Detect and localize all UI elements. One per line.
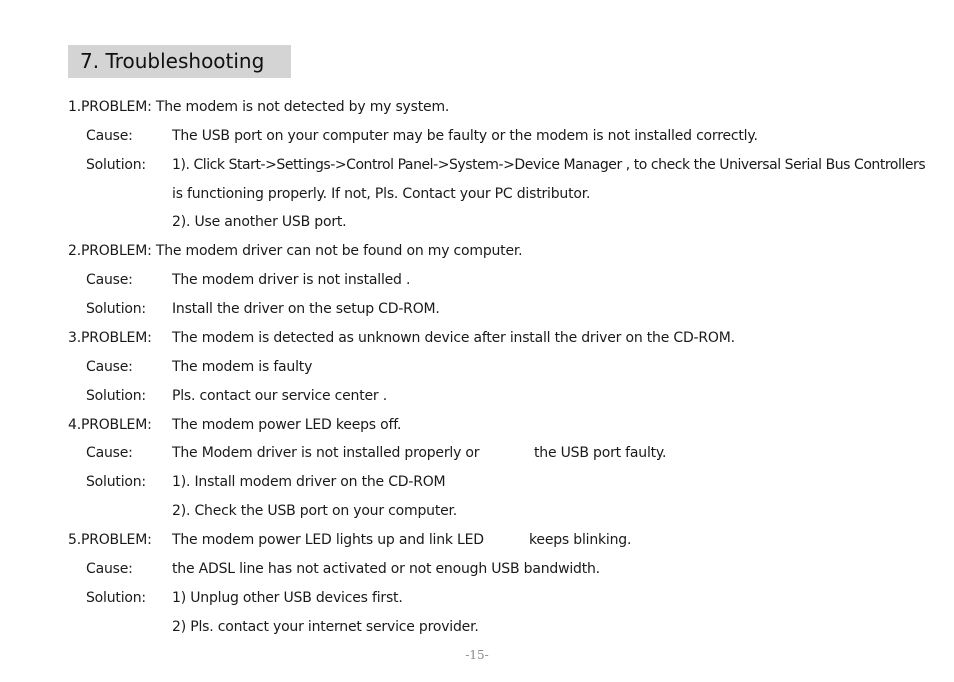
problem-2-cause: The modem driver is not installed .	[172, 272, 411, 288]
problem-1-heading: 1.PROBLEM: The modem is not detected by my system.	[68, 99, 450, 115]
problem-2-cause-label: Cause:	[86, 272, 133, 288]
problem-4-solution-line-1: 1). Install modem driver on the CD-ROM	[172, 474, 446, 490]
problem-5-cause-label: Cause:	[86, 561, 133, 577]
problem-1-solution-line-2: is functioning properly. If not, Pls. Contact your PC distributor.	[172, 186, 591, 202]
problem-4-solution-line-2: 2). Check the USB port on your computer.	[172, 503, 458, 519]
problem-5-label: 5.PROBLEM:	[68, 532, 152, 548]
problem-5-text-part-2: keeps blinking.	[529, 532, 632, 548]
problem-4-cause-part-2: the USB port faulty.	[534, 445, 667, 461]
problem-3-solution-line-1: Pls. contact our service center .	[172, 388, 387, 404]
problem-3-label: 3.PROBLEM:	[68, 330, 152, 346]
problem-2-solution-label: Solution:	[86, 301, 146, 317]
section-title: 7. Troubleshooting	[68, 45, 291, 78]
problem-5-cause: the ADSL line has not activated or not enough USB bandwidth.	[172, 561, 600, 577]
problem-1-solution-label: Solution:	[86, 157, 146, 173]
problem-4-solution-label: Solution:	[86, 474, 146, 490]
problem-2-heading: 2.PROBLEM: The modem driver can not be found on my computer.	[68, 243, 523, 259]
problem-5-solution-line-2: 2) Pls. contact your internet service provider.	[172, 619, 479, 635]
problem-5-solution-line-1: 1) Unplug other USB devices first.	[172, 590, 403, 606]
problem-4-cause-part-1: The Modem driver is not installed properly or	[172, 445, 480, 461]
problem-1-solution-line-1: 1). Click Start->Settings->Control Panel->System->Device Manager , to check the Universal Serial Bus Controllers	[172, 157, 926, 173]
problem-1-solution-line-3: 2). Use another USB port.	[172, 214, 347, 230]
problem-3-cause: The modem is faulty	[172, 359, 313, 375]
problem-5-text-part-1: The modem power LED lights up and link LED	[172, 532, 484, 548]
page-number: -15-	[465, 648, 489, 662]
problem-4-text: The modem power LED keeps off.	[172, 417, 402, 433]
problem-1-cause-label: Cause:	[86, 128, 133, 144]
problem-3-text: The modem is detected as unknown device after install the driver on the CD-ROM.	[172, 330, 735, 346]
problem-3-cause-label: Cause:	[86, 359, 133, 375]
problem-4-label: 4.PROBLEM:	[68, 417, 152, 433]
problem-5-solution-label: Solution:	[86, 590, 146, 606]
problem-1-cause: The USB port on your computer may be faulty or the modem is not installed correctly.	[172, 128, 758, 144]
problem-2-solution-line-1: Install the driver on the setup CD-ROM.	[172, 301, 440, 317]
problem-3-solution-label: Solution:	[86, 388, 146, 404]
problem-4-cause-label: Cause:	[86, 445, 133, 461]
